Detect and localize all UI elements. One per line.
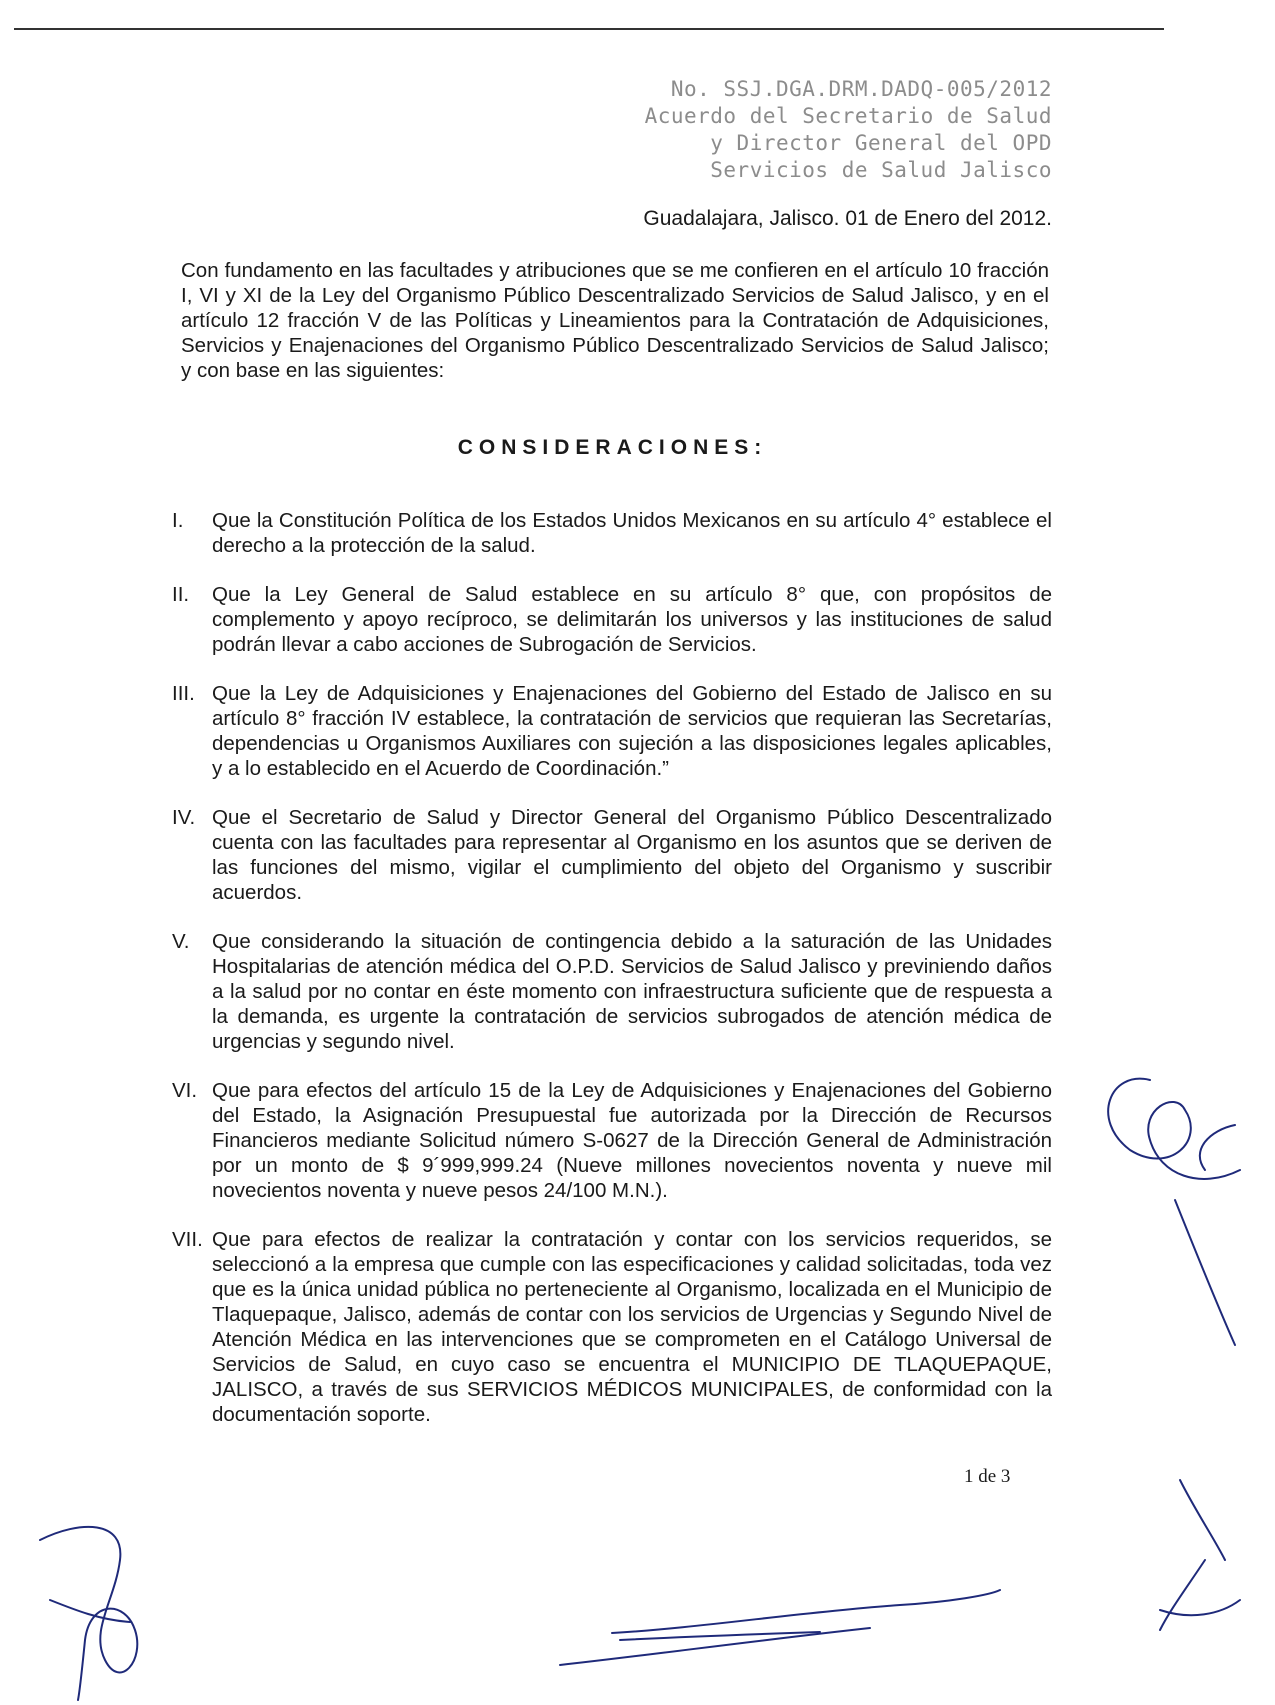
consideration-item <box>172 582 1052 657</box>
consideration-item <box>172 929 1052 1054</box>
intro-paragraph: Con fundamento en las facultades y atribuciones que se me confieren en el artículo 10 fracción I, VI y XI de la Ley del Organismo Público Descentralizado Servicios de Salud Jalisco, y en el artículo 12 fracción V de las Políticas y Lineamientos para la Contratación de Adquisiciones, Servicios y Enajenaciones del Organismo Público Descentralizado Servicios de Salud Jalisco; y con base en las siguientes: <box>181 259 1049 382</box>
reference-number: No. SSJ.DGA.DRM.DADQ-005/2012 <box>670 77 1052 101</box>
margin-signature-lower <box>1160 1480 1240 1630</box>
item-number: II. <box>172 583 190 606</box>
item-number: VII. <box>172 1228 203 1251</box>
bottom-signature-line-2 <box>560 1628 870 1665</box>
item-text: Que el Secretario de Salud y Director General del Organismo Público Descentralizado cuenta con las facultades para representar al Organismo en los asuntos que se deriven de las funciones del mismo, vigilar el cumplimiento del objeto del Organismo y suscribir acuerdos. <box>212 806 1052 904</box>
item-text: Que para efectos del artículo 15 de la Ley de Adquisiciones y Enajenaciones del Gobierno del Estado, la Asignación Presupuestal fue autorizada por la Dirección de Recursos Financieros mediante Solicitud número S-0627 de la Dirección General de Administración por un monto de $ 9´999,999.24 (Nueve millones novecientos noventa y nueve mil novecientos noventa y nueve pesos 24/100 M.N.). <box>212 1079 1052 1202</box>
date-line: Guadalajara, Jalisco. 01 de Enero del 2012. <box>643 207 1052 230</box>
margin-signature-upper <box>1108 1079 1240 1179</box>
consideration-item <box>172 508 1052 558</box>
item-number: I. <box>172 509 184 532</box>
item-number: VI. <box>172 1079 198 1102</box>
bottom-signature-line-3 <box>620 1632 820 1640</box>
header-line-2: Acuerdo del Secretario de Salud <box>644 104 1052 128</box>
page-number: 1 de 3 <box>964 1466 1011 1487</box>
item-number: V. <box>172 930 190 953</box>
document-header <box>645 76 1052 184</box>
left-initials <box>40 1527 137 1700</box>
item-number: III. <box>172 682 195 705</box>
item-text: Que la Ley General de Salud establece en su artículo 8° que, con propósitos de complemento y apoyo recíproco, se delimitarán los universos y las instituciones de salud podrán llevar a cabo acciones de Subrogación de Servicios. <box>212 583 1052 656</box>
item-number: IV. <box>172 806 196 829</box>
margin-signature-stroke <box>1175 1200 1235 1345</box>
header-line-3: y Director General del OPD <box>710 131 1052 155</box>
item-text: Que para efectos de realizar la contratación y contar con los servicios requeridos, se seleccionó a la empresa que cumple con las especificaciones y calidad solicitadas, toda vez que es la única unidad pública no perteneciente al Organismo, localizada en el Municipio de Tlaquepaque, Jalisco, además de contar con los servicios de Urgencias y Segundo Nivel de Atención Médica en las intervenciones que se comprometen en el Catálogo Universal de Servicios de Salud, en cuyo caso se encuentra el MUNICIPIO DE TLAQUEPAQUE, JALISCO, a través de sus SERVICIOS MÉDICOS MUNICIPALES, de conformidad con la documentación soporte. <box>212 1228 1052 1426</box>
considerations-list <box>172 508 1052 1451</box>
item-text: Que la Constitución Política de los Estados Unidos Mexicanos en su artículo 4° establece el derecho a la protección de la salud. <box>212 509 1052 557</box>
header-line-4: Servicios de Salud Jalisco <box>710 158 1052 182</box>
consideration-item <box>172 681 1052 781</box>
left-initials-cross <box>50 1600 130 1622</box>
section-heading: CONSIDERACIONES: <box>457 436 768 459</box>
margin-signature-mark <box>1200 1125 1235 1170</box>
consideration-item <box>172 805 1052 905</box>
item-text: Que considerando la situación de contingencia debido a la saturación de las Unidades Hospitalarias de atención médica del O.P.D. Servicios de Salud Jalisco y previniendo daños a la salud por no contar en éste momento con infraestructura suficiente que de respuesta a la demanda, es urgente la contratación de servicios subrogados de atención médica de urgencias y segundo nivel. <box>212 930 1052 1053</box>
bottom-signature-line-1 <box>612 1590 1000 1633</box>
consideration-item <box>172 1078 1052 1203</box>
item-text: Que la Ley de Adquisiciones y Enajenaciones del Gobierno del Estado de Jalisco en su artículo 8° fracción IV establece, la contratación de servicios que requieran las Secretarías, dependencias u Organismos Auxiliares con sujeción a las disposiciones legales aplicables, y a lo establecido en el Acuerdo de Coordinación.” <box>212 682 1052 780</box>
top-rule <box>14 28 1164 30</box>
consideration-item <box>172 1227 1052 1427</box>
